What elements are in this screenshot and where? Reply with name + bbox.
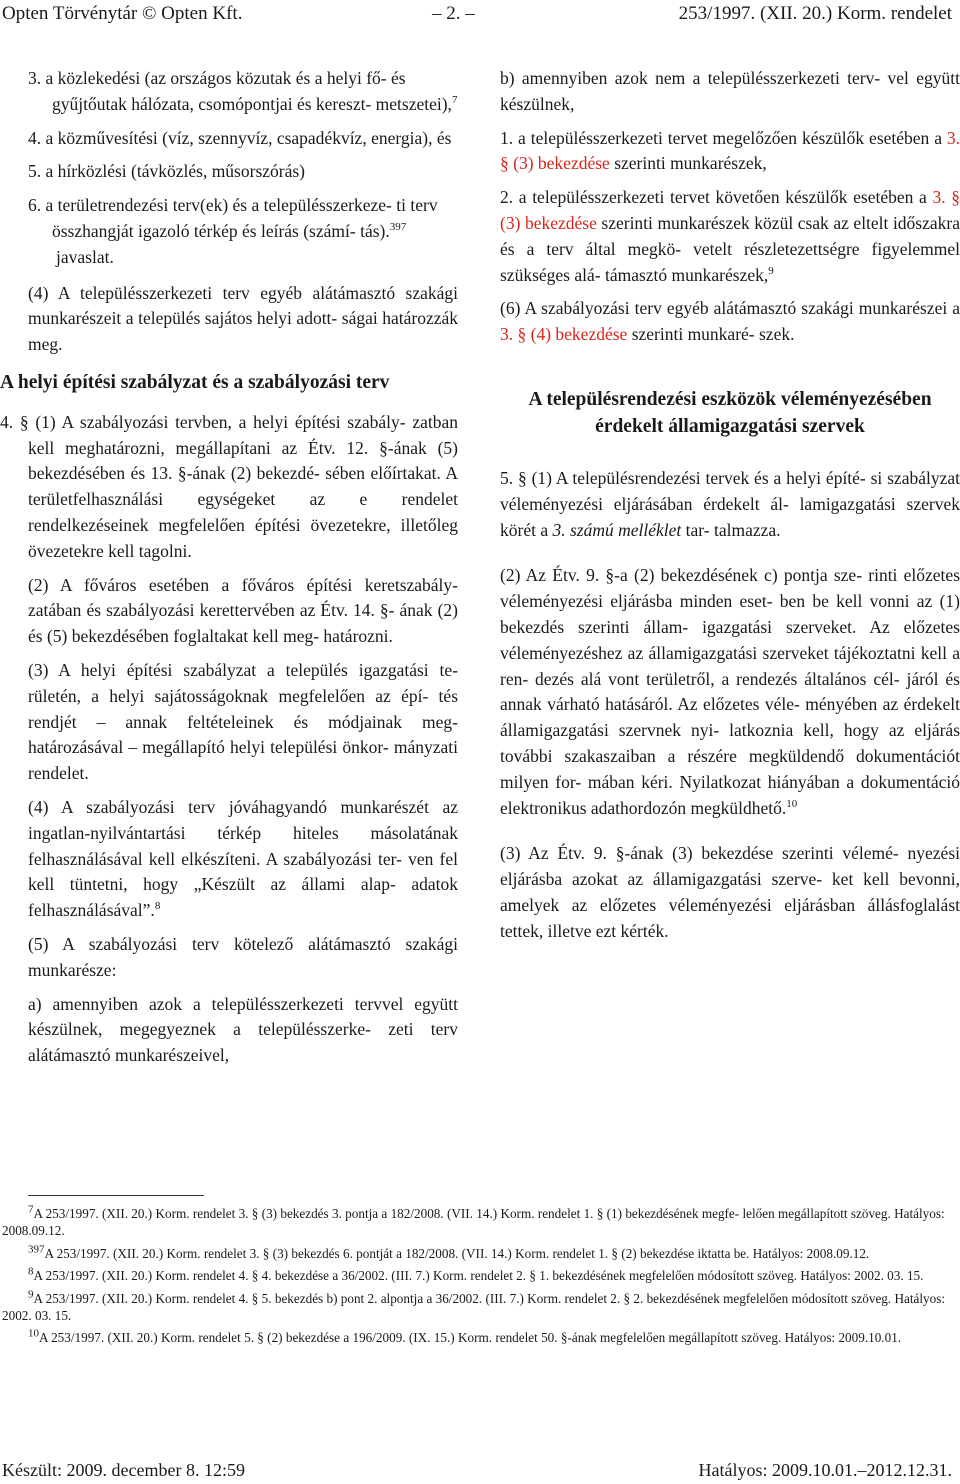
footnote-ref[interactable]: 8 bbox=[154, 900, 161, 913]
paragraph-5-1: 5. § (1) A településrendezési tervek és a helyi építé- si szabályzat véleményezési eljárásában érdekelt ál- lamigazgatási szervek körét a 3. számú melléklet tar- talmazza. bbox=[500, 467, 960, 540]
cross-ref-link[interactable]: 3. § (3) bekezdése bbox=[500, 127, 960, 174]
javaslat-text: javaslat. bbox=[56, 246, 114, 267]
right-column bbox=[500, 66, 960, 953]
paragraph-4-5-a: a) amennyiben azok a településszerkezeti tervvel együtt készülnek, megegyeznek a településszerke- zeti terv alátámasztó munkarészeivel, bbox=[28, 993, 458, 1066]
footnote: $^8$A 253/1997. (XII. 20.) Korm. rendelet 4. § 4. bekezdése a 36/2002. (III. 7.) Korm. rendelet 2. § 1. bekezdésének megfelelően módosított szöveg. Hatályos: 2002. 03. 15. bbox=[28, 1265, 924, 1284]
footnote: $^9$A 253/1997. (XII. 20.) Korm. rendelet 4. § 5. bekezdés b) pont 2. alpontja a 36/2002. (III. 7.) Korm. rendelet 2. § 2. bekezdésének megfelelően módosított szöveg. Hatályos: 2002. 03. 15. bbox=[2, 1288, 946, 1324]
list-item: 4. a közművesítési (víz, szennyvíz, csapadékvíz, energia), és bbox=[28, 127, 452, 148]
cross-ref-link[interactable]: 3. § (4) bekezdése bbox=[500, 324, 628, 345]
paragraph-4-5-b-1: 1. a településszerkezeti tervet megelőzően készülők esetében a 3. § (3) bekezdése szerinti munkarészek, bbox=[500, 127, 960, 174]
list-item: 5. a hírközlési (távközlés, műsorszórás) bbox=[28, 161, 306, 182]
footnote: $^{10}$A 253/1997. (XII. 20.) Korm. rendelet 5. § (2) bekezdése a 196/2009. (IX. 15.) Korm. rendelet 50. §-ának megfelelően megállapított szöveg. Hatályos: 2009.10.01. bbox=[28, 1328, 902, 1346]
footnote-ref[interactable]: 9 bbox=[768, 264, 774, 277]
footnote-separator bbox=[28, 1195, 204, 1196]
page-header bbox=[0, 3, 960, 29]
header-page-number: – 2. – bbox=[432, 3, 475, 24]
list-item: 6. a területrendezési terv(ek) és a településszerkeze- ti terv összhangját igazoló térkép és leírás (számí- tás).$^{397}$ bbox=[28, 195, 438, 241]
paragraph-4-2: (2) A főváros esetében a főváros építési keretszabály- zatában és szabályozási kerettervében az Étv. 14. §- ának (2) és (5) bekezdésében foglaltakat kell meg- határozni. bbox=[28, 574, 458, 647]
paragraph-4-5: (5) A szabályozási terv kötelező alátámasztó szakági munkarésze: bbox=[28, 933, 458, 980]
header-document-title: 253/1997. (XII. 20.) Korm. rendelet bbox=[678, 3, 952, 24]
footnote-ref[interactable]: 397 bbox=[389, 221, 407, 234]
header-publisher: Opten Törvénytár © Opten Kft. bbox=[2, 3, 243, 24]
paragraph-5-2: (2) Az Étv. 9. §-a (2) bekezdésének c) pontja sze- rinti előzetes véleményezési eljárásba minden eset- ben be kell vonni az (1) bekezdés szerinti állam- igazgatási szerveket. Az előzetes véleményezéshez az államigazgatási szerveket tájékoztatni kell a ren- dezés alá vont területről, a rendezés általános cél- járól és annak várható hatásáról. Az előzetes véle- ményében az érdekelt államigazgatási szervnek nyi- latkoznia kell, hogy az eljárás további szakaszaiban a részére megküldendő dokumentációt milyen for- mában kéri. Nyilatkozat hiányában a dokumentáció elektronikus adathordozón megküldhető.$^{10}$ bbox=[500, 565, 960, 818]
paragraph-4-6: (6) A szabályozási terv egyéb alátámasztó szakági munkarészei a 3. § (4) bekezdése szerinti munkaré- szek. bbox=[500, 298, 960, 345]
section-title-velemenyezes: A településrendezési eszközök véleményezésében érdekelt államigazgatási szervek bbox=[528, 388, 932, 437]
section-title-helyi-epitesi: A helyi építési szabályzat és a szabályozási terv bbox=[0, 371, 390, 393]
paragraph-4-1: 4. § (1) A szabályozási tervben, a helyi építési szabály- zatban kell meghatározni, megállapítani az Étv. 12. §-ának (5) bekezdésében és 13. §-ának (2) bekezdé- sében előírtakat. A területfelhasználási egységeket az e rendelet rendelkezéseinek megfelelően építési övezetekre, illetőleg övezetekre kell tagolni. bbox=[0, 411, 458, 561]
annex-reference: 3. számú melléklet bbox=[552, 519, 682, 540]
paragraph-4-3: (3) A helyi építési szabályzat a település igazgatási te- rületén, a helyi sajátosságoknak megfelelően az épí- tés rendjét – annak feltételeinek és módjainak meg- határozásával – megállapító helyi települési önkor- mányzati rendelet. bbox=[28, 659, 458, 784]
cross-ref-link[interactable]: 3. § (3) bekezdése bbox=[500, 187, 960, 233]
footer-created: Készült: 2009. december 8. 12:59 bbox=[2, 1460, 245, 1480]
paragraph-4-5-b-2: 2. a településszerkezeti tervet követően készülők esetében a 3. § (3) bekezdése szerinti munkarészek közül csak az eltelt időszakra és a terv által megkö- vetelt részletezettségre figyelemmel szükséges alá- támasztó munkarészek,$^9$ bbox=[500, 187, 960, 285]
left-column bbox=[0, 66, 458, 1077]
footnotes bbox=[2, 1205, 957, 1352]
paragraph-4-5-b: b) amennyiben azok nem a településszerkezeti terv- vel együtt készülnek, bbox=[500, 68, 960, 114]
footnote-ref[interactable]: 10 bbox=[786, 797, 798, 810]
page-footer bbox=[0, 1460, 960, 1482]
footnote: $^{397}$A 253/1997. (XII. 20.) Korm. rendelet 3. § (3) bekezdés 6. pontját a 182/2008. (VII. 14.) Korm. rendelet 1. § (2) bekezdése iktatta be. Hatályos: 2008.09.12. bbox=[28, 1243, 870, 1261]
footnote: $^7$A 253/1997. (XII. 20.) Korm. rendelet 3. § (3) bekezdés 3. pontja a 182/2008. (VII. 14.) Korm. rendelet 1. § (1) bekezdésének megfe- lelően megállapított szöveg. Hatályos: 2008.09.12. bbox=[2, 1203, 945, 1239]
list-item: 3. a közlekedési (az országos közutak és a helyi fő- és gyűjtőutak hálózata, csomópontjai és kereszt- metszetei),$^7$ bbox=[28, 68, 458, 114]
paragraph-5-3: (3) Az Étv. 9. §-ának (3) bekezdése szerinti vélemé- nyezési eljárásba azokat az államigazgatási szerve- ket kell bevonni, amelyek az előzetes véleményezési eljárásban állásfoglalást tettek, illetve ezt kérték. bbox=[500, 843, 960, 941]
footer-effective: Hatályos: 2009.10.01.–2012.12.31. bbox=[698, 1460, 952, 1480]
footnote-ref[interactable]: 7 bbox=[451, 93, 458, 106]
paragraph-4-4: (4) A szabályozási terv jóváhagyandó munkarészét az ingatlan-nyilvántartási térkép hiteles másolatának felhasználásával kell elkészíteni. A szabályozási ter- ven fel kell tüntetni, hogy „Készült az állami alap- adatok felhasználásával”.$^8$ bbox=[28, 796, 458, 921]
paragraph-3-4: (4) A településszerkezeti terv egyéb alátámasztó szakági munkarészeit a település sajátos helyi adott- ságai határozzák meg. bbox=[28, 282, 458, 355]
